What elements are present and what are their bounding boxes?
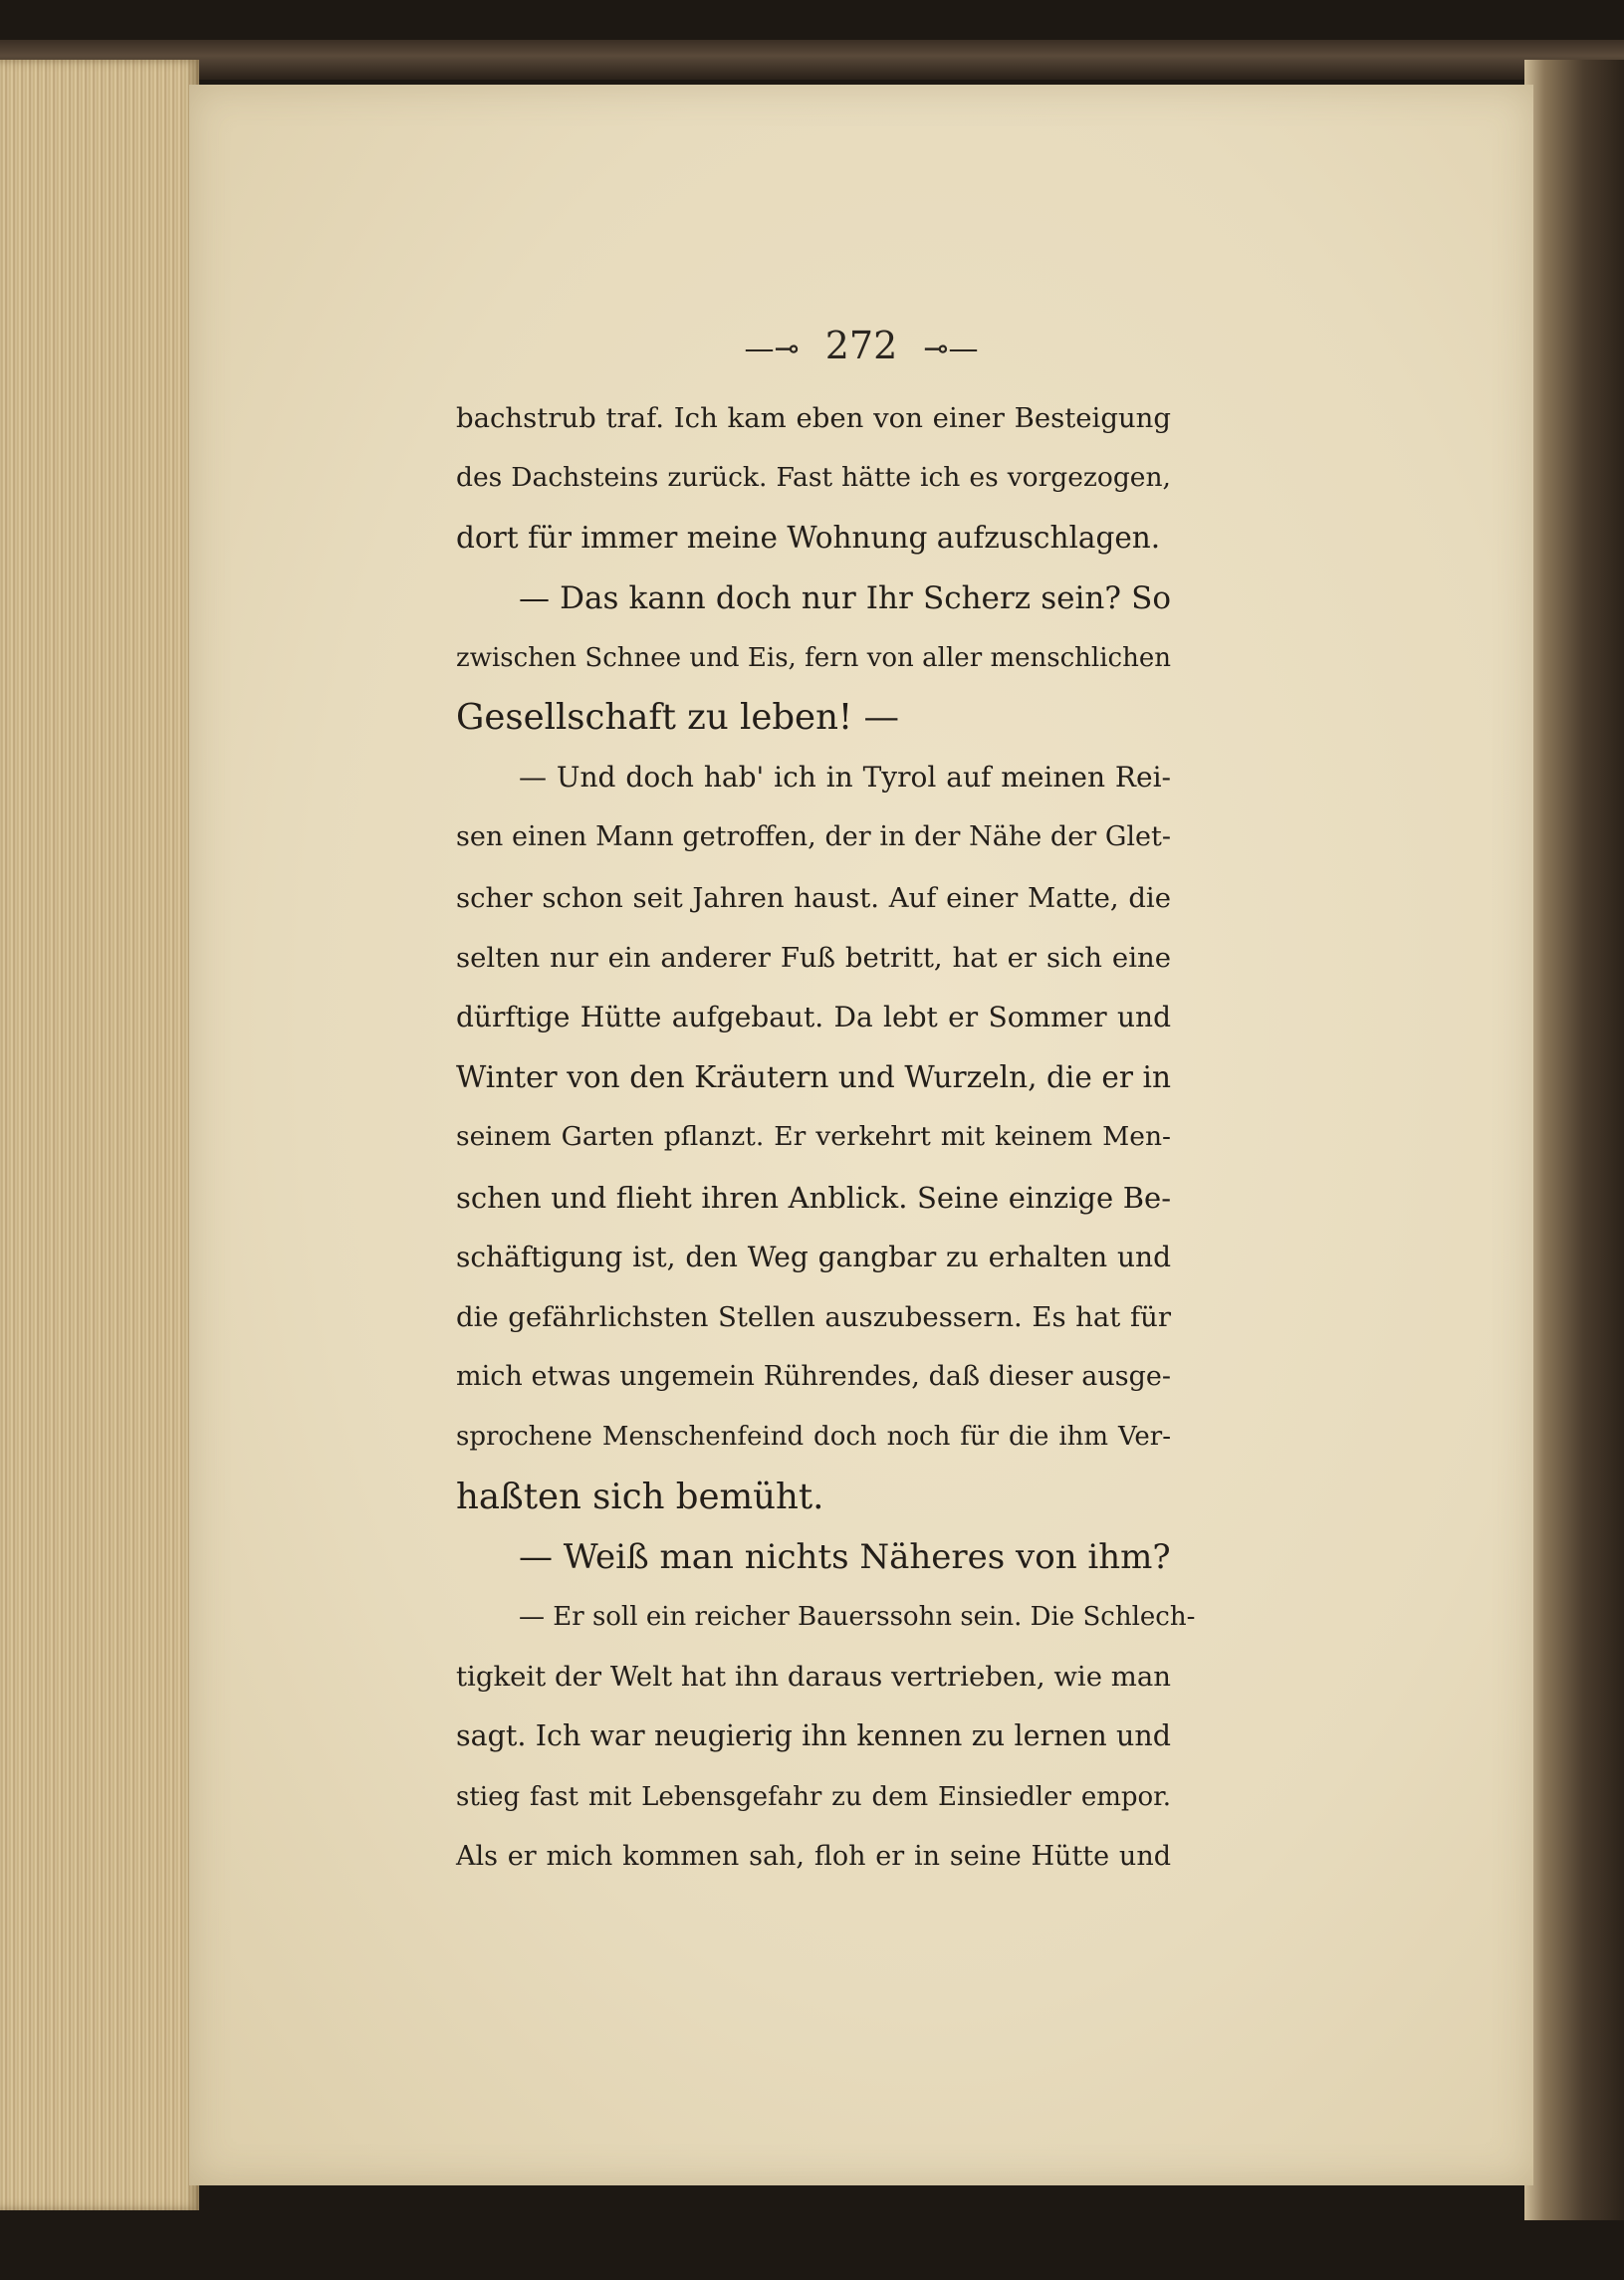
text-line: Als er mich kommen sah, floh er in seine Hütte und <box>456 1840 1171 1872</box>
page-stack-edge <box>0 60 199 2210</box>
text-line: stieg fast mit Lebensgefahr zu dem Einsiedler empor. <box>456 1781 1171 1812</box>
body-text <box>456 388 1196 1887</box>
header-ornament-right: ⊸— <box>923 332 979 366</box>
text-line: Gesellschaft zu leben! — <box>456 697 899 739</box>
text-line: sagt. Ich war neugierig ihn kennen zu lernen und <box>456 1719 1171 1753</box>
text-line: sen einen Mann getroffen, der in der Nähe der Glet- <box>456 821 1171 853</box>
text-line: — Er soll ein reicher Bauerssohn sein. Die Schlech- <box>519 1602 1196 1633</box>
text-line: Winter von den Kräutern und Wurzeln, die er in <box>456 1060 1171 1095</box>
text-line: bachstrub traf. Ich kam eben von einer Besteigung <box>456 402 1171 434</box>
text-line: seinem Garten pflanzt. Er verkehrt mit keinem Men- <box>456 1121 1171 1153</box>
text-line: dürftige Hütte aufgebaut. Da lebt er Sommer und <box>456 1001 1171 1034</box>
page-header <box>189 324 1533 367</box>
text-line: schen und flieht ihren Anblick. Seine einzige Be- <box>456 1180 1171 1215</box>
text-line: die gefährlichsten Stellen auszubessern. Es hat für <box>456 1301 1171 1334</box>
text-line: sprochene Menschenfeind doch noch für die ihm Ver- <box>456 1422 1171 1453</box>
text-line: selten nur ein anderer Fuß betritt, hat er sich eine <box>456 941 1171 974</box>
text-line: mich etwas ungemein Rührendes, daß dieser ausge- <box>456 1361 1171 1393</box>
text-line: zwischen Schnee und Eis, fern von aller menschlichen <box>456 642 1171 673</box>
header-ornament-left: —⊸ <box>744 332 800 366</box>
text-line: — Das kann doch nur Ihr Scherz sein? So <box>519 579 1171 616</box>
text-line: — Und doch hab' ich in Tyrol auf meinen Rei- <box>519 761 1171 795</box>
text-line: haßten sich bemüht. <box>456 1476 824 1517</box>
text-line: — Weiß man nichts Näheres von ihm? <box>519 1536 1171 1577</box>
text-line: des Dachsteins zurück. Fast hätte ich es vorgezogen, <box>456 462 1171 494</box>
book-page <box>189 85 1533 2185</box>
text-line: schäftigung ist, den Weg gangbar zu erhalten und <box>456 1240 1171 1273</box>
text-line: scher schon seit Jahren haust. Auf einer Matte, die <box>456 881 1171 914</box>
book-gutter <box>1524 60 1624 2220</box>
page-number: 272 <box>824 324 898 367</box>
text-line: tigkeit der Welt hat ihn daraus vertrieben, wie man <box>456 1661 1171 1694</box>
book-cover-edge <box>0 40 1624 80</box>
text-line: dort für immer meine Wohnung aufzuschlagen. <box>456 521 1161 556</box>
